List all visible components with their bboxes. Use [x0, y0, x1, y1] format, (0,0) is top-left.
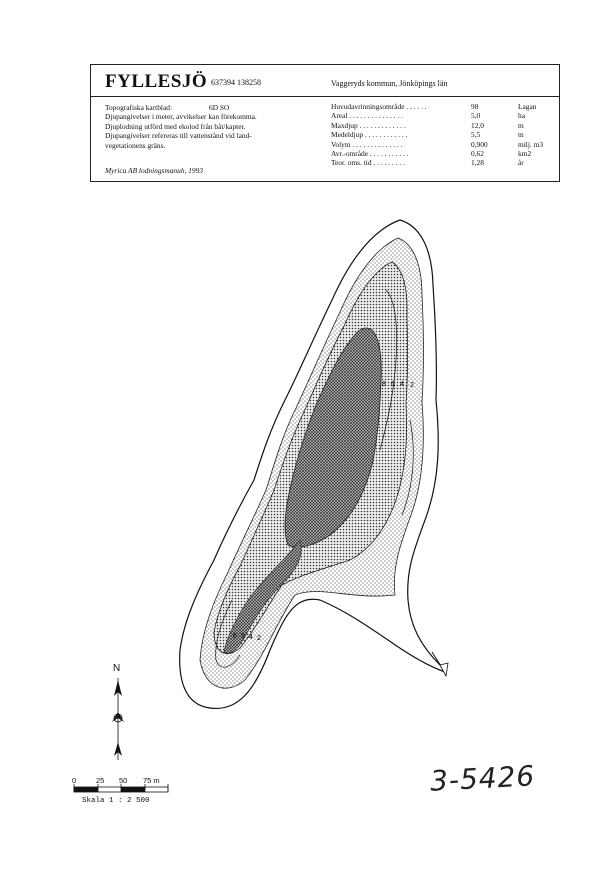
scale-bar: [74, 784, 168, 792]
scale-tick: 25: [96, 776, 105, 785]
scale-tick: 0: [72, 776, 77, 785]
depth-label: 2: [257, 635, 261, 642]
stat-unit: km2: [518, 148, 532, 158]
stat-label: Maxdjup . . . . . . . . . . . . .: [331, 120, 406, 130]
scale-ratio: Skala 1 : 2 500: [82, 797, 150, 805]
topo-label: Topografiska kartblad:: [105, 103, 173, 112]
depth-label: 4: [400, 381, 404, 388]
document-id: 3-5426: [429, 759, 536, 798]
stat-label: Areal . . . . . . . . . . . . . . .: [331, 111, 403, 121]
stat-value: 98: [471, 102, 479, 111]
note-line: Djupangivelser refereras till vattenstånd vid land-: [105, 131, 252, 141]
stat-value: 1,28: [471, 158, 484, 168]
depth-label: 6: [233, 633, 237, 640]
stat-unit: milj. m3: [518, 139, 544, 149]
note-line: Djuplodning utförd med ekolod från båt/kapter.: [105, 121, 246, 131]
topo-map-code: 6D SO: [209, 103, 230, 112]
note-line: Djupangivelser i meter, avvikelser kan förekomma.: [105, 112, 257, 122]
stat-value: 5,5: [471, 130, 481, 140]
lake-coordinates: 637394 138258: [211, 78, 261, 87]
north-arrow-icon: [112, 678, 124, 760]
depth-label: 2: [410, 382, 414, 389]
municipality-county: Vaggeryds kommun, Jönköpings län: [331, 79, 448, 88]
stat-value: 0,62: [471, 148, 484, 158]
stat-value: 0,900: [471, 139, 488, 149]
scale-tick: 75 m: [143, 776, 160, 785]
scale-tick: 50: [119, 776, 128, 785]
stat-value: 5,0: [471, 111, 481, 121]
stat-label: Huvudavrinningsområde . . . . . .: [331, 102, 427, 111]
depth-label: 8: [382, 381, 386, 388]
stat-unit: m: [518, 130, 524, 140]
stat-unit: ha: [518, 111, 525, 121]
note-line: vegetationens gräns.: [105, 140, 166, 150]
depth-label: 4: [249, 634, 253, 641]
survey-credit: Myrica AB lodningsmanuh, 1993: [105, 166, 203, 175]
lake-name: FYLLESJÖ: [105, 71, 208, 92]
stat-unit: år: [518, 158, 524, 168]
depth-label: 5: [241, 633, 245, 640]
stat-label: Medeldjup . . . . . . . . . . . .: [331, 130, 408, 140]
stat-value: 12,0: [471, 120, 484, 130]
stat-label: Volym . . . . . . . . . . . . . .: [331, 139, 403, 149]
stat-label: Teor. oms. tid . . . . . . . . .: [331, 158, 405, 168]
stat-unit: m: [518, 120, 524, 130]
stat-unit: Lagan: [518, 102, 537, 111]
stat-label: Avr.-område . . . . . . . . . . .: [331, 148, 409, 158]
north-label: N: [113, 663, 121, 674]
depth-label: 6: [391, 381, 395, 388]
